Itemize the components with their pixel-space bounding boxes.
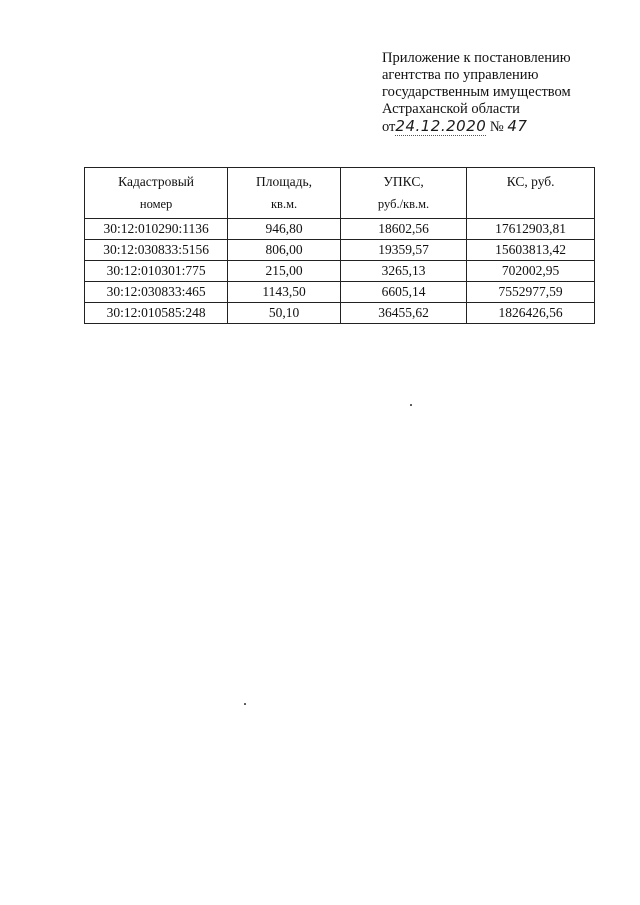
- cadastral-value-cell: 17612903,81: [467, 219, 595, 240]
- column-title: Кадастровый: [118, 174, 195, 189]
- cadastral-number-cell: 30:12:010585:248: [85, 303, 228, 324]
- column-title: Площадь,: [256, 174, 313, 189]
- table-row: [85, 303, 595, 324]
- date-prefix: от: [382, 119, 396, 135]
- area-cell: 946,80: [228, 219, 341, 240]
- column-subtitle: кв.м.: [270, 197, 298, 211]
- scan-speck: [410, 404, 412, 406]
- cadastral-value-cell: 15603813,42: [467, 240, 595, 261]
- cadastral-number-cell: 30:12:010301:775: [85, 261, 228, 282]
- table-row: [85, 282, 595, 303]
- cadastral-number-cell: 30:12:030833:5156: [85, 240, 228, 261]
- upks-cell: 19359,57: [340, 240, 466, 261]
- column-header-upks: [340, 168, 466, 219]
- area-cell: 50,10: [228, 303, 341, 324]
- upks-cell: 6605,14: [340, 282, 466, 303]
- header-line-2: агентства по управлению: [382, 67, 539, 83]
- table-row: [85, 240, 595, 261]
- cadastre-value-table: [84, 167, 595, 324]
- table-row: [85, 261, 595, 282]
- column-title: УПКС,: [383, 174, 424, 189]
- cadastral-number-cell: 30:12:030833:465: [85, 282, 228, 303]
- number-sign: №: [489, 119, 504, 135]
- column-header-area: [228, 168, 341, 219]
- area-cell: 806,00: [228, 240, 341, 261]
- upks-cell: 36455,62: [340, 303, 466, 324]
- area-cell: 215,00: [228, 261, 341, 282]
- cadastral-value-cell: 1826426,56: [467, 303, 595, 324]
- decree-date-line: [382, 118, 622, 136]
- header-line-3: государственным имуществом: [382, 84, 571, 100]
- cadastral-value-cell: 702002,95: [467, 261, 595, 282]
- appendix-header: [382, 50, 622, 136]
- cadastral-value-cell: 7552977,59: [467, 282, 595, 303]
- column-title: КС, руб.: [506, 174, 555, 189]
- column-header-cadastral-value: [467, 168, 595, 219]
- header-line-4: Астраханской области: [382, 101, 520, 117]
- column-subtitle: номер: [139, 197, 173, 211]
- decree-date: 24.12.2020: [395, 117, 487, 135]
- table-header-row: [85, 168, 595, 219]
- table-row: [85, 219, 595, 240]
- upks-cell: 3265,13: [340, 261, 466, 282]
- header-line-1: Приложение к постановлению: [382, 50, 571, 66]
- upks-cell: 18602,56: [340, 219, 466, 240]
- decree-number: 47: [507, 117, 528, 135]
- area-cell: 1143,50: [228, 282, 341, 303]
- column-header-cadastral-number: [85, 168, 228, 219]
- cadastral-number-cell: 30:12:010290:1136: [85, 219, 228, 240]
- column-subtitle: руб./кв.м.: [377, 197, 430, 211]
- scan-speck: [244, 703, 246, 705]
